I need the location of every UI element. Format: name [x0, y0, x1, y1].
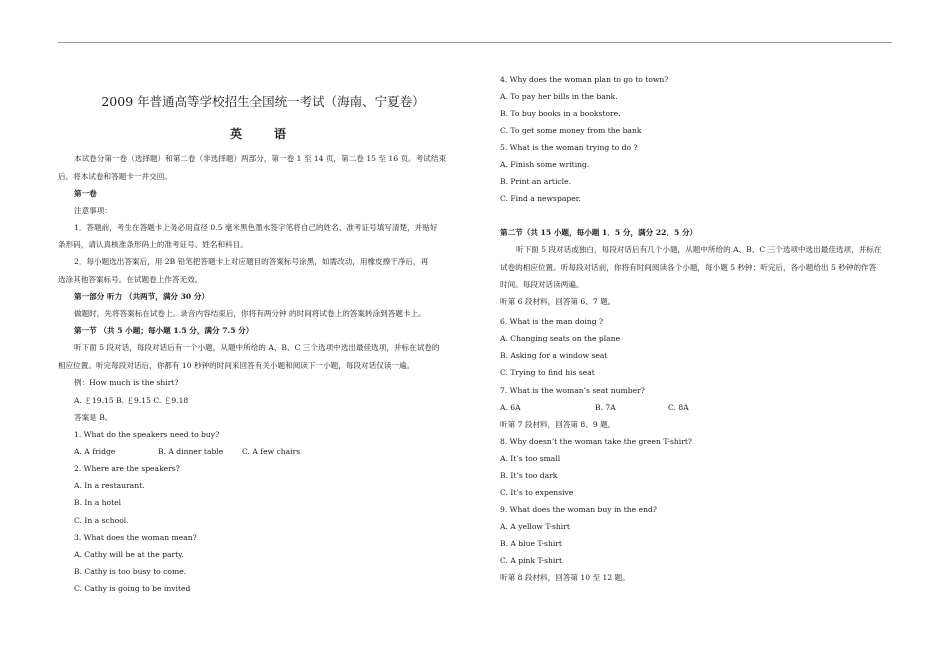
option-row: [500, 403, 800, 413]
question: 9. What does the woman buy in the end?: [500, 505, 657, 514]
section-text: 相应位置。听完每段对话后，你都有 10 秒钟的时间来回答有关小题和阅读下一小题，每段对话仅读一遍。: [58, 361, 415, 370]
section-text: 时间。每段对话读两遍。: [500, 280, 584, 289]
option: C. In a school.: [74, 516, 129, 525]
option: B. 7A: [595, 403, 616, 412]
exam-title: 2009 年普通高等学校招生全国统一考试（海南、宁夏卷）: [101, 94, 425, 109]
notes-heading: 注意事项：: [74, 206, 112, 215]
part-text: 做题时，先将答案标在试卷上。录音内容结束后，你将有两分钟 的时间将试卷上的答案转涂到答题卡上。: [74, 309, 426, 318]
question: 4. Why does the woman plan to go to town?: [500, 75, 669, 84]
option: B. Asking for a window seat: [500, 351, 608, 360]
section-heading: 第二节（共 15 小题，每小题 1．5 分，满分 22．5 分）: [500, 228, 698, 237]
question: 3. What does the woman mean?: [74, 533, 197, 542]
option: B. A dinner table: [158, 447, 224, 456]
note-line: 2．每小题选出答案后，用 2B 铅笔把答题卡上对应题目的答案标号涂黑，如需改动，用橡皮擦干净后，再: [74, 257, 429, 266]
section-text: 听下面 5 段对话，每段对话后有一个小题，从题中所给的 A、B、C 三个选项中选出最佳选项，并标在试卷的: [74, 343, 440, 352]
example-options: A. ￡19.15 B. ￡9.15 C. ￡9.18: [74, 396, 189, 405]
option: B. In a hotel: [74, 498, 122, 507]
question: 2. Where are the speakers?: [74, 464, 180, 473]
section-text: 听下面 5 段对话或独白，每段对话后有几个小题，从题中所给的 A、B、C 三个选项中选出最佳选项，并标在: [516, 245, 882, 254]
intro-line: 本试卷分第一卷（选择题）和第二卷（非选择题）两部分，第一卷 1 至 14 页，第二卷 15 至 16 页。考试结束: [74, 154, 447, 163]
option: A. 6A: [500, 403, 521, 412]
option: C. 8A: [668, 403, 689, 412]
option: A. Finish some writing.: [500, 160, 590, 169]
material-note: 听第 6 段材料，回答第 6、7 题。: [500, 297, 616, 306]
subject-title: 英 语: [229, 127, 296, 141]
note-line: 1．答题前，考生在答题卡上务必用直径 0.5 毫米黑色墨水签字笔将自己的姓名、准考证号填写清楚，并贴好: [74, 223, 438, 232]
option: A. A fridge: [74, 447, 116, 456]
question: 5. What is the woman trying to do ?: [500, 143, 638, 152]
option: A. Changing seats on the plane: [500, 334, 621, 343]
option: C. Cathy is going to be invited: [74, 584, 191, 593]
material-note: 听第 8 段材料，回答第 10 至 12 题。: [500, 573, 630, 582]
volume-heading: 第一卷: [74, 189, 97, 198]
header-rule: [58, 42, 892, 43]
option: C. It’s to expensive: [500, 488, 574, 497]
question: 6. What is the man doing ?: [500, 317, 604, 326]
option: C. To get some money from the bank: [500, 126, 642, 135]
note-line: 条形码，请认真核准条形码上的准考证号、姓名和科目。: [58, 240, 248, 249]
option: A. It’s too small: [500, 454, 561, 463]
option: B. To buy books in a bookstore.: [500, 109, 621, 118]
example-answer: 答案是 B。: [74, 413, 113, 422]
question: 8. Why doesn’t the woman take the green T-shirt?: [500, 437, 692, 446]
option: C. A pink T-shirt: [500, 556, 563, 565]
section-text: 试卷的相应位置。听每段对话前，你将有时间阅读各个小题，每小题 5 秒钟；听完后，各小题给出 5 秒钟的作答: [500, 263, 877, 272]
option: A. In a restaurant.: [74, 481, 145, 490]
intro-line: 后，将本试卷和答题卡一并交回。: [58, 172, 172, 181]
example-question: 例：How much is the shirt?: [74, 378, 179, 387]
option: B. Print an article.: [500, 177, 571, 186]
option: A. Cathy will be at the party.: [74, 550, 184, 559]
option-row: [58, 447, 374, 457]
option: C. Find a newspaper.: [500, 194, 581, 203]
option: A. To pay her bills in the bank.: [500, 92, 618, 101]
note-line: 选涂其他答案标号。在试题卷上作答无效。: [58, 275, 203, 284]
question: 1. What do the speakers need to buy?: [74, 430, 220, 439]
option: C. Trying to find his seat: [500, 368, 595, 377]
part-heading: 第一部分 听力 （共两节，满分 30 分）: [74, 292, 210, 301]
question: 7. What is the woman’s seat number?: [500, 386, 645, 395]
option: B. A blue T-shirt: [500, 539, 562, 548]
option: B. It’s too dark: [500, 471, 558, 480]
option: A. A yellow T-shirt: [500, 522, 570, 531]
option: B. Cathy is too busy to come.: [74, 567, 187, 576]
option: C. A few chairs: [242, 447, 301, 456]
section-heading: 第一节 （共 5 小题；每小题 1.5 分，满分 7.5 分）: [74, 326, 254, 335]
material-note: 听第 7 段材料，回答第 8、9 题。: [500, 420, 616, 429]
